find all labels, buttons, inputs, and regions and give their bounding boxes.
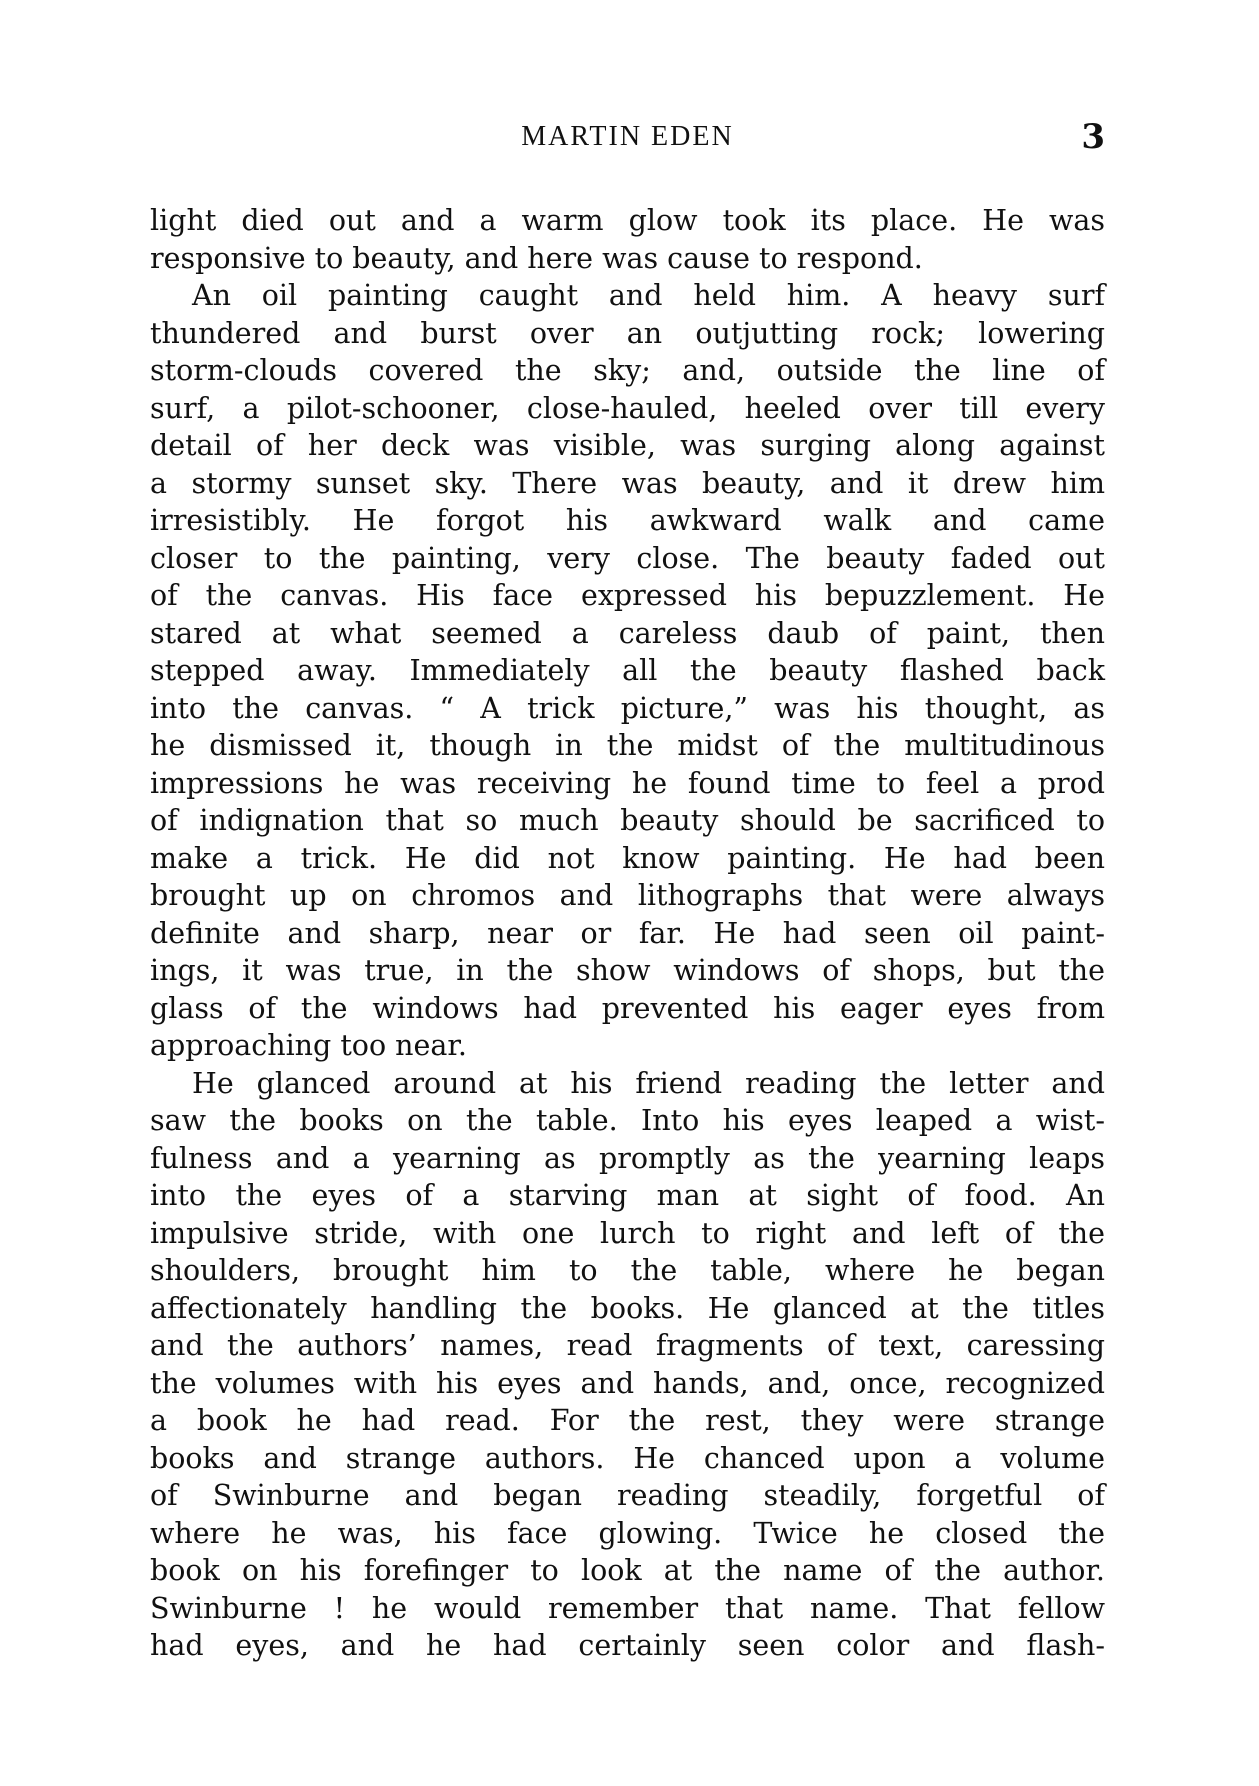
text-line: where he was, his face glowing. Twice he closed the (150, 1516, 1105, 1550)
text-line: a stormy sunset sky. There was beauty, and it drew him (150, 466, 1105, 500)
text-line: ings, it was true, in the show windows of shops, but the (150, 954, 1105, 987)
text-line: fulness and a yearning as promptly as the yearning leaps (150, 1141, 1105, 1175)
text-line: had eyes, and he had certainly seen color and flash- (150, 1629, 1105, 1662)
text-line: make a trick. He did not know painting. He had been (150, 841, 1105, 875)
text-line: brought up on chromos and lithographs that were always (150, 879, 1105, 912)
text-line: surf, a pilot-schooner, close-hauled, heeled over till every (150, 391, 1105, 425)
text-line: An oil painting caught and held him. A heavy surf (192, 279, 1105, 312)
text-line: a book he had read. For the rest, they were strange (150, 1404, 1105, 1437)
text-line: the volumes with his eyes and hands, and, once, recognized (150, 1366, 1105, 1400)
text-line: books and strange authors. He chanced upon a volume (150, 1441, 1105, 1475)
text-line: shoulders, brought him to the table, where he began (150, 1254, 1105, 1287)
text-line: impulsive stride, with one lurch to right and left of the (150, 1216, 1105, 1250)
text-line: approaching too near. (150, 1029, 467, 1062)
text-line: into the canvas. “ A trick picture,” was his thought, as (150, 691, 1105, 725)
text-line: detail of her deck was visible, was surging along against (150, 429, 1105, 462)
text-line: and the authors’ names, read fragments of text, caressing (150, 1329, 1105, 1362)
text-line: light died out and a warm glow took its place. He was (150, 204, 1105, 237)
text-line: stepped away. Immediately all the beauty flashed back (150, 654, 1105, 687)
text-line: of the canvas. His face expressed his bepuzzlement. He (150, 579, 1105, 612)
text-line: responsive to beauty, and here was cause to respond. (150, 241, 923, 275)
text-line: saw the books on the table. Into his eyes leaped a wist- (150, 1104, 1105, 1137)
text-line: impressions he was receiving he found time to feel a prod (150, 766, 1105, 800)
text-line: into the eyes of a starving man at sight of food. An (150, 1179, 1105, 1212)
page-number: 3 (1081, 117, 1105, 157)
text-line: irresistibly. He forgot his awkward walk and came (150, 504, 1105, 537)
text-line: He glanced around at his friend reading the letter and (192, 1066, 1105, 1100)
running-head (150, 117, 1105, 161)
text-line: storm-clouds covered the sky; and, outside the line of (150, 354, 1105, 387)
text-line: definite and sharp, near or far. He had seen oil paint- (150, 916, 1105, 950)
running-title: MARTIN EDEN (521, 121, 734, 152)
text-line: he dismissed it, though in the midst of the multitudinous (150, 729, 1105, 762)
text-line: thundered and burst over an outjutting rock; lowering (150, 316, 1105, 350)
text-line: stared at what seemed a careless daub of paint, then (150, 616, 1105, 650)
body-text (150, 202, 1105, 1665)
text-line: Swinburne ! he would remember that name. That fellow (150, 1591, 1105, 1625)
text-line: glass of the windows had prevented his eager eyes from (150, 991, 1105, 1025)
text-line: of Swinburne and began reading steadily, forgetful of (150, 1479, 1105, 1512)
text-line: book on his forefinger to look at the name of the author. (150, 1554, 1105, 1587)
text-line: affectionately handling the books. He glanced at the titles (150, 1291, 1105, 1325)
text-line: of indignation that so much beauty should be sacrificed to (150, 804, 1105, 837)
text-line: closer to the painting, very close. The beauty faded out (150, 541, 1105, 575)
